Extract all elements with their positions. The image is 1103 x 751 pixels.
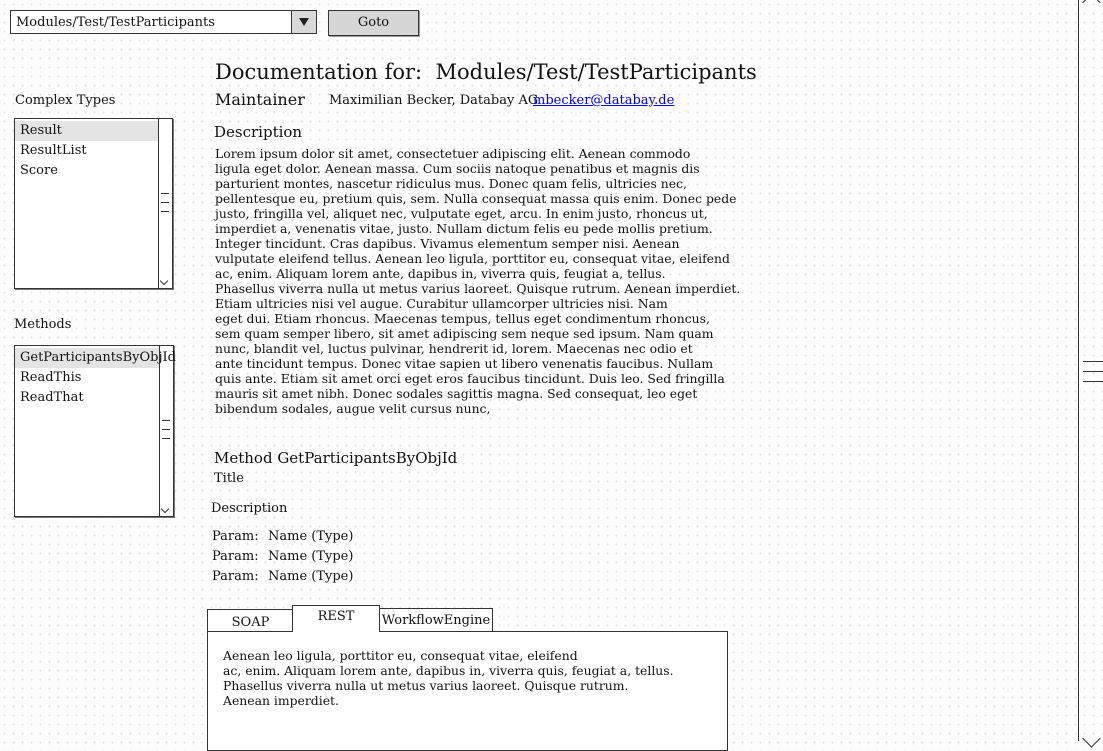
page-title bbox=[215, 60, 757, 84]
method-heading: Method GetParticipantsByObjId bbox=[214, 449, 458, 467]
method-description: Description bbox=[211, 501, 288, 516]
description-text: Lorem ipsum dolor sit amet, consectetuer adipiscing elit. Aenean commodo ligula eget dolor. Aenean massa. Cum sociis natoque penatibus et magnis dis parturient montes, nascetur ridiculus mus. Donec quam felis, ultricies nec, pellentesque eu, pretium quis, sem. Nulla consequat massa quis enim. Donec pede justo, fringilla vel, aliquet nec, vulputate eget, arcu. In enim justo, rhoncus ut, imperdiet a, venenatis vitae, justo. Nullam dictum felis eu pede mollis pretium. Integer tincidunt. Cras dapibus. Vivamus elementum semper nisi. Aenean vulputate eleifend tellus. Aenean leo ligula, porttitor eu, consequat vitae, eleifend ac, enim. Aliquam lorem ante, dapibus in, viverra quis, feugiat a, tellus. Phasellus viverra nulla ut metus varius laoreet. Quisque rutrum. Aenean imperdiet. Etiam ultricies nisi vel augue. Curabitur ullamcorper ultricies nisi. Nam eget dui. Etiam rhoncus. Maecenas tempus, tellus eget condimentum rhoncus, sem quam semper libero, sit amet adipiscing sem neque sed ipsum. Nam quam nunc, blandit vel, luctus pulvinar, hendrerit id, lorem. Maecenas nec odio et ante tincidunt tempus. Donec vitae sapien ut libero venenatis faucibus. Nullam quis ante. Etiam sit amet orci eget eros faucibus tincidunt. Duis leo. Sed fringilla mauris sit amet nibh. Donec sodales sagittis magna. Sed consequat, leo eget bibendum sodales, augue velit cursus nunc, bbox=[215, 146, 741, 416]
tab-content: Aenean leo ligula, porttitor eu, consequat vitae, eleifend ac, enim. Aliquam lorem ante, dapibus in, viverra quis, feugiat a, tellus. Phasellus viverra nulla ut metus varius laoreet. Quisque rutrum. Aenean imperdiet. bbox=[223, 648, 674, 708]
chevron-down-icon[interactable] bbox=[160, 277, 168, 285]
maintainer-name: Maximilian Becker, Databay AG bbox=[329, 93, 539, 108]
list-scrollbar[interactable] bbox=[159, 346, 173, 516]
complex-types-list[interactable] bbox=[14, 118, 173, 289]
chevron-down-icon[interactable] bbox=[291, 11, 316, 33]
tab-panel bbox=[207, 631, 728, 751]
param-row bbox=[212, 529, 353, 544]
chevron-down-icon[interactable] bbox=[1082, 729, 1100, 747]
method-item[interactable]: GetParticipantsByObjId bbox=[15, 348, 159, 368]
methods-list[interactable] bbox=[14, 345, 174, 517]
complex-type-item[interactable]: Result bbox=[15, 121, 158, 141]
page-title-module: Modules/Test/TestParticipants bbox=[435, 60, 757, 84]
param-label: Param: bbox=[212, 549, 259, 564]
param-value: Name (Type) bbox=[268, 549, 354, 564]
goto-button[interactable]: Goto bbox=[328, 10, 419, 36]
tab-soap[interactable]: SOAP bbox=[207, 609, 294, 632]
method-item[interactable]: ReadThis bbox=[20, 370, 82, 385]
chevron-up-icon[interactable] bbox=[1082, 0, 1100, 12]
maintainer-label: Maintainer bbox=[215, 90, 305, 109]
list-scrollbar[interactable] bbox=[158, 119, 172, 288]
chevron-down-icon[interactable] bbox=[161, 505, 169, 513]
param-value: Name (Type) bbox=[268, 529, 354, 544]
page-scrollbar[interactable] bbox=[1078, 0, 1102, 741]
param-row bbox=[212, 549, 353, 564]
complex-type-item[interactable]: Score bbox=[20, 163, 58, 178]
param-label: Param: bbox=[212, 529, 259, 544]
complex-types-heading: Complex Types bbox=[15, 93, 116, 108]
description-heading: Description bbox=[214, 123, 303, 141]
tab-rest[interactable]: REST bbox=[292, 605, 380, 632]
param-label: Param: bbox=[212, 569, 259, 584]
method-title: Title bbox=[214, 471, 244, 486]
param-row bbox=[212, 569, 353, 584]
param-value: Name (Type) bbox=[268, 569, 354, 584]
page-title-prefix: Documentation for: bbox=[215, 60, 423, 84]
complex-type-item[interactable]: ResultList bbox=[20, 143, 87, 158]
method-item[interactable]: ReadThat bbox=[20, 390, 84, 405]
module-select-value: Modules/Test/TestParticipants bbox=[16, 15, 215, 30]
module-select[interactable] bbox=[10, 10, 317, 34]
methods-heading: Methods bbox=[14, 317, 72, 332]
tab-workflowengine[interactable]: WorkflowEngine bbox=[379, 608, 493, 632]
maintainer-email-link[interactable]: mbecker@databay.de bbox=[533, 93, 675, 108]
